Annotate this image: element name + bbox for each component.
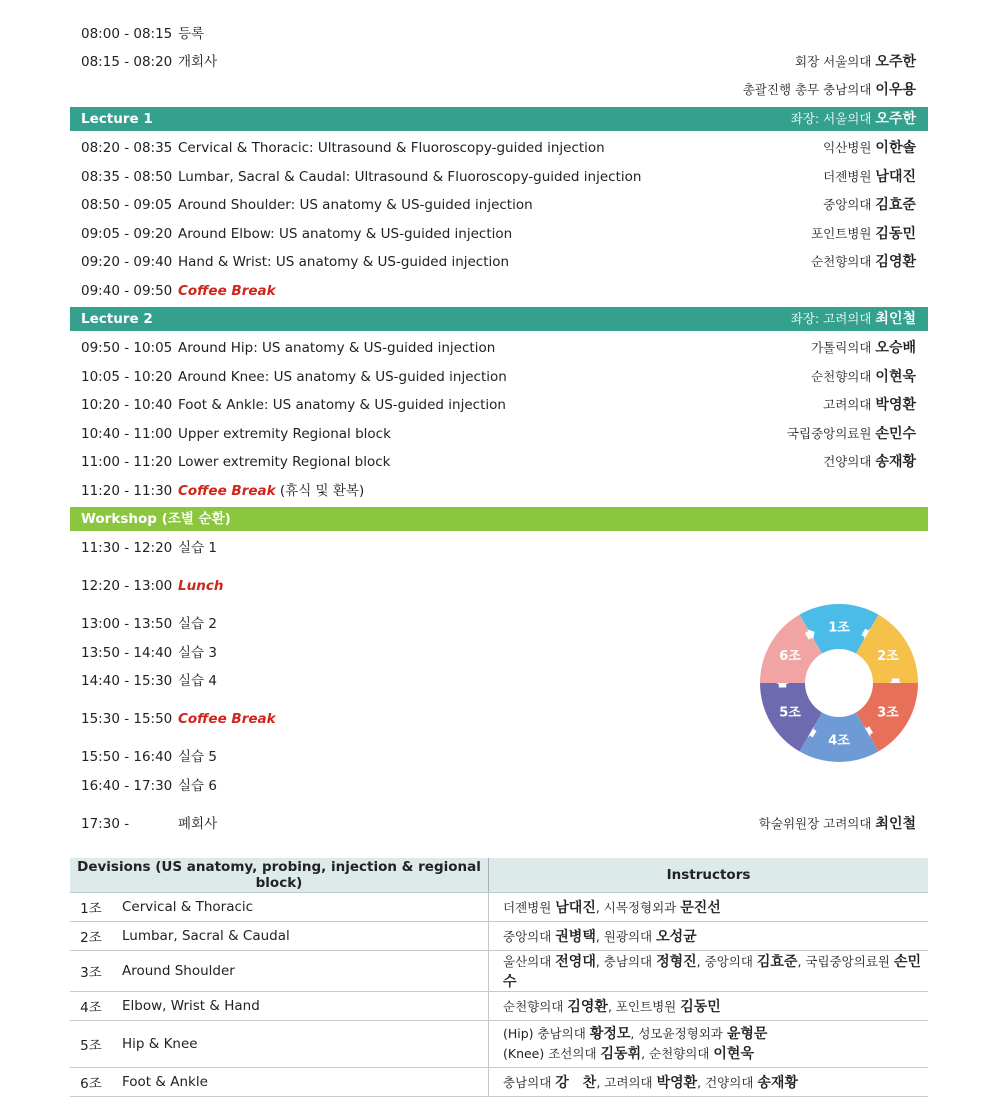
speaker-affiliation: 가톨릭의대 <box>811 340 876 355</box>
instructor-affiliation: (Knee) 조선의대 <box>503 1046 601 1061</box>
table-row <box>70 893 928 922</box>
table-row <box>70 1068 928 1097</box>
speaker-name: 송재황 <box>875 454 916 470</box>
group-label: 1조 <box>828 620 850 636</box>
speaker <box>743 78 916 102</box>
chair-name: 오주한 <box>875 111 916 127</box>
instructor-name: 강 찬 <box>555 1075 597 1091</box>
time: 13:00 - 13:50 <box>81 616 173 632</box>
speaker <box>823 450 916 474</box>
schedule-row <box>70 774 928 798</box>
speaker <box>823 165 916 189</box>
section-label: Workshop (조별 순환) <box>81 511 231 527</box>
speaker-name: 오주한 <box>875 54 916 70</box>
session-title: 폐회사 <box>178 816 218 832</box>
speaker-name: 김영환 <box>875 254 916 270</box>
instructor-name: 윤형문 <box>726 1026 768 1042</box>
table-row <box>70 922 928 951</box>
schedule-row <box>70 250 928 274</box>
instructor-affiliation: , 순천향의대 <box>641 1046 714 1061</box>
chair-affiliation: 좌장: 고려의대 <box>790 311 872 326</box>
schedule-row <box>70 812 928 836</box>
group-label: 5조 <box>779 705 801 721</box>
time: 08:15 - 08:20 <box>81 54 173 70</box>
session-title: 개회사 <box>178 54 218 70</box>
instructor-name: 이현욱 <box>713 1046 754 1062</box>
speaker-name: 김효준 <box>875 197 916 213</box>
speaker <box>811 250 916 274</box>
speaker <box>823 193 916 217</box>
speaker-name: 오승배 <box>875 340 916 356</box>
speaker-affiliation: 총괄진행 총무 충남의대 <box>742 82 872 97</box>
session-title: Around Hip: US anatomy & US-guided injection <box>178 340 496 356</box>
speaker-affiliation: 회장 서울의대 <box>795 54 872 69</box>
session-title: 실습 4 <box>178 673 217 689</box>
workshop-header <box>70 507 928 531</box>
group-number: 4조 <box>70 992 112 1021</box>
time: 09:50 - 10:05 <box>81 340 173 356</box>
time: 11:30 - 12:20 <box>81 540 173 556</box>
division-name: Lumbar, Sacral & Caudal <box>112 922 489 951</box>
speaker-affiliation: 건양의대 <box>823 454 876 469</box>
division-name: Elbow, Wrist & Hand <box>112 992 489 1021</box>
instructor-affiliation: , 성모윤정형외과 <box>630 1026 727 1041</box>
session-title: Lower extremity Regional block <box>178 454 391 470</box>
schedule-row <box>70 393 928 417</box>
speaker-name: 손민수 <box>875 426 916 442</box>
schedule-row <box>70 165 928 189</box>
session-title: 실습 3 <box>178 645 217 661</box>
section-label: Lecture 1 <box>81 111 153 127</box>
speaker <box>759 812 916 836</box>
instructor-name: 문진선 <box>680 900 721 916</box>
speaker <box>795 50 916 74</box>
instructor-name: 오성균 <box>656 929 697 945</box>
session-title <box>178 574 223 598</box>
time: 10:20 - 10:40 <box>81 397 173 413</box>
session-title: 실습 2 <box>178 616 217 632</box>
instructors <box>489 893 929 922</box>
speaker-affiliation: 더젠병원 <box>823 169 876 184</box>
time: 10:40 - 11:00 <box>81 426 173 442</box>
time: 09:40 - 09:50 <box>81 283 173 299</box>
speaker-name: 이우용 <box>875 82 916 98</box>
instructors <box>489 1021 929 1068</box>
session-title: 실습 5 <box>178 749 217 765</box>
speaker-name: 남대진 <box>875 169 916 185</box>
instructor-affiliation: , 중앙의대 <box>696 954 757 969</box>
instructor-affiliation: 더젠병원 <box>503 900 556 915</box>
instructors-column-header: Instructors <box>489 858 929 893</box>
speaker <box>823 136 916 160</box>
speaker-name: 이한솔 <box>875 140 916 156</box>
instructors <box>489 992 929 1021</box>
instructor-affiliation: 울산의대 <box>503 954 556 969</box>
session-title: Hand & Wrist: US anatomy & US-guided injection <box>178 254 510 270</box>
session-title: Around Elbow: US anatomy & US-guided injection <box>178 226 513 242</box>
speaker-affiliation: 순천향의대 <box>811 369 876 384</box>
time: 08:50 - 09:05 <box>81 197 173 213</box>
schedule-row <box>70 450 928 474</box>
table-header-row <box>70 858 928 893</box>
instructor-name: 박영환 <box>656 1075 698 1091</box>
group-rotation-diagram <box>757 601 921 765</box>
break-label: Coffee Break <box>178 283 276 299</box>
schedule-row <box>70 574 928 598</box>
instructors <box>489 951 929 992</box>
time: 11:20 - 11:30 <box>81 483 173 499</box>
group-number: 5조 <box>70 1021 112 1068</box>
division-name: Hip & Knee <box>112 1021 489 1068</box>
instructor-affiliation: 순천향의대 <box>503 999 568 1014</box>
instructor-name: 남대진 <box>555 900 596 916</box>
time: 14:40 - 15:30 <box>81 673 173 689</box>
break-label: Coffee Break <box>178 711 276 727</box>
time: 12:20 - 13:00 <box>81 578 173 594</box>
break-label: Coffee Break <box>178 483 276 499</box>
time: 08:00 - 08:15 <box>81 26 173 42</box>
instructors <box>489 1068 929 1097</box>
speaker-affiliation: 익산병원 <box>823 140 876 155</box>
time: 08:35 - 08:50 <box>81 169 173 185</box>
instructors <box>489 922 929 951</box>
instructor-affiliation: 중앙의대 <box>503 929 556 944</box>
chair-name: 최인철 <box>875 311 916 327</box>
group-number: 2조 <box>70 922 112 951</box>
speaker-affiliation: 고려의대 <box>823 397 876 412</box>
instructor-name: 정형진 <box>656 954 697 970</box>
instructor-affiliation: , 시목정형외과 <box>595 900 681 915</box>
session-title: Upper extremity Regional block <box>178 426 391 442</box>
schedule-row <box>70 365 928 389</box>
division-column-header: Devisions (US anatomy, probing, injection & regional block) <box>70 858 489 893</box>
group-number: 3조 <box>70 951 112 992</box>
session-title: Cervical & Thoracic: Ultrasound & Fluoroscopy-guided injection <box>178 140 605 156</box>
session-title: Around Shoulder: US anatomy & US-guided injection <box>178 197 533 213</box>
instructor-affiliation: (Hip) 충남의대 <box>503 1026 590 1041</box>
instructor-name: 권병택 <box>555 929 596 945</box>
division-name: Cervical & Thoracic <box>112 893 489 922</box>
instructor-affiliation: , 국립중앙의료원 <box>797 954 894 969</box>
speaker-affiliation: 포인트병원 <box>811 226 876 241</box>
speaker-affiliation: 중앙의대 <box>823 197 876 212</box>
instructor-affiliation: , 충남의대 <box>595 954 657 969</box>
instructor-name: 황정모 <box>589 1026 631 1042</box>
instructor-affiliation: , 원광의대 <box>595 929 657 944</box>
table-row <box>70 992 928 1021</box>
group-label: 4조 <box>828 733 850 749</box>
schedule-row <box>70 279 928 303</box>
speaker <box>823 393 916 417</box>
lecture-1-header <box>70 107 928 131</box>
instructor-name: 송재황 <box>757 1075 798 1091</box>
schedule-row <box>70 193 928 217</box>
speaker <box>787 422 916 446</box>
chair <box>791 307 916 331</box>
schedule-row <box>70 336 928 360</box>
instructor-affiliation: , 건양의대 <box>697 1075 758 1090</box>
instructor-affiliation: , 고려의대 <box>596 1075 657 1090</box>
instructor-name: 손민수 <box>503 954 921 990</box>
time: 10:05 - 10:20 <box>81 369 173 385</box>
table-row <box>70 1021 928 1068</box>
schedule-row <box>70 422 928 446</box>
group-number: 1조 <box>70 893 112 922</box>
instructor-name: 김동휘 <box>600 1046 642 1062</box>
schedule-row <box>70 22 928 46</box>
time: 09:05 - 09:20 <box>81 226 173 242</box>
speaker-name: 김동민 <box>875 226 916 242</box>
group-number: 6조 <box>70 1068 112 1097</box>
division-name: Around Shoulder <box>112 951 489 992</box>
session-title: Lumbar, Sacral & Caudal: Ultrasound & Fluoroscopy-guided injection <box>178 169 642 185</box>
schedule-row <box>70 536 928 560</box>
time: 15:30 - 15:50 <box>81 711 173 727</box>
speaker-affiliation: 학술위원장 고려의대 <box>758 816 876 831</box>
session-title: 등록 <box>178 26 205 42</box>
time: 13:50 - 14:40 <box>81 645 173 661</box>
schedule-row <box>70 479 928 503</box>
schedule-row <box>70 78 928 102</box>
table-row <box>70 951 928 992</box>
speaker-affiliation: 순천향의대 <box>811 254 876 269</box>
group-label: 3조 <box>877 705 899 721</box>
lecture-2-header <box>70 307 928 331</box>
chair <box>791 107 916 131</box>
speaker-name: 박영환 <box>875 397 916 413</box>
session-title: 실습 1 <box>178 540 217 556</box>
speaker <box>811 365 916 389</box>
speaker <box>811 222 916 246</box>
instructor-name: 전영대 <box>555 954 596 970</box>
instructor-name: 김영환 <box>567 999 608 1015</box>
speaker <box>811 336 916 360</box>
group-label: 6조 <box>779 648 801 664</box>
session-title <box>178 479 364 503</box>
break-label: Lunch <box>178 578 224 594</box>
time: 08:20 - 08:35 <box>81 140 173 156</box>
time: 11:00 - 11:20 <box>81 454 173 470</box>
speaker-name: 이현욱 <box>875 369 916 385</box>
instructor-affiliation: , 포인트병원 <box>607 999 681 1014</box>
session-title: Foot & Ankle: US anatomy & US-guided injection <box>178 397 506 413</box>
session-title: 실습 6 <box>178 778 217 794</box>
speaker-affiliation: 국립중앙의료원 <box>786 426 876 441</box>
instructor-name: 김효준 <box>756 954 798 970</box>
break-note: (휴식 및 환복) <box>275 483 365 499</box>
division-name: Foot & Ankle <box>112 1068 489 1097</box>
group-label: 2조 <box>877 648 899 664</box>
schedule-row <box>70 50 928 74</box>
chair-affiliation: 좌장: 서울의대 <box>790 111 872 126</box>
session-title <box>178 707 276 731</box>
schedule-row <box>70 222 928 246</box>
time: 09:20 - 09:40 <box>81 254 173 270</box>
session-title: Around Knee: US anatomy & US-guided injection <box>178 369 507 385</box>
speaker-name: 최인철 <box>875 816 916 832</box>
instructor-affiliation: 충남의대 <box>503 1075 556 1090</box>
session-title <box>178 279 276 303</box>
time: 15:50 - 16:40 <box>81 749 173 765</box>
section-label: Lecture 2 <box>81 311 153 327</box>
schedule-row <box>70 136 928 160</box>
divisions-table <box>70 858 928 1097</box>
time: 16:40 - 17:30 <box>81 778 173 794</box>
time: 17:30 - <box>81 816 130 832</box>
instructor-name: 김동민 <box>680 999 721 1015</box>
